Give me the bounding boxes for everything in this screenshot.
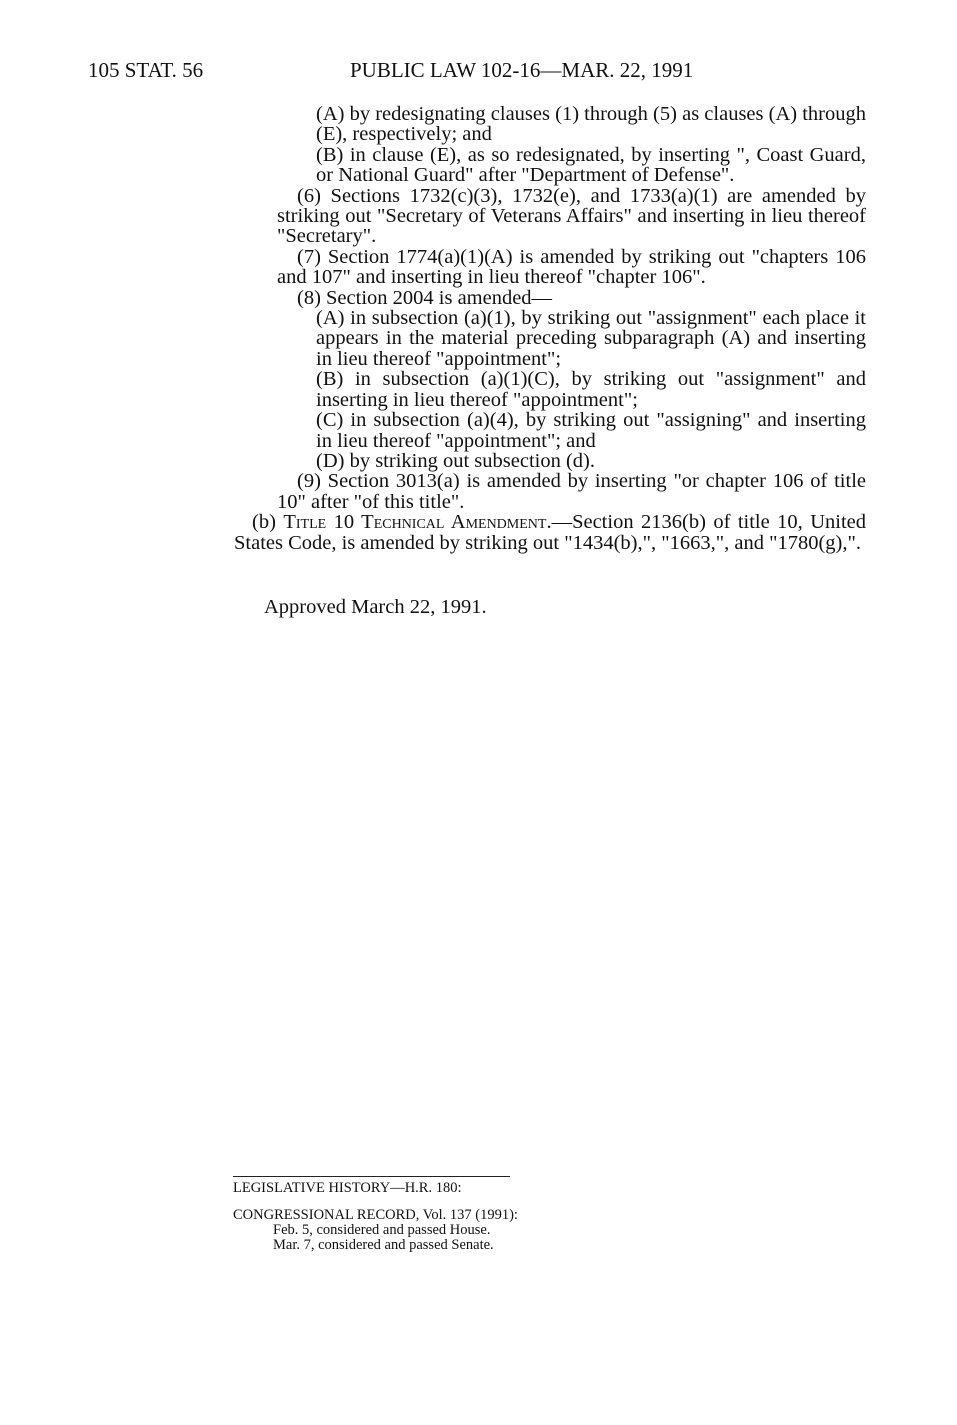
paragraph-6: (6) Sections 1732(c)(3), 1732(e), and 1733(a)(1) are amended by striking out "Secretary of Veterans Affairs" and inserting in lieu thereof "Secretary". bbox=[277, 184, 866, 248]
subparagraph-8b: (B) in subsection (a)(1)(C), by striking out "assignment" and inserting in lieu thereof "appointment"; bbox=[316, 368, 866, 411]
subparagraph-8d: (D) by striking out subsection (d). bbox=[316, 449, 595, 472]
subsection-b-label: (b) bbox=[252, 511, 284, 534]
subparagraph-8a: (A) in subsection (a)(1), by striking out "assignment" each place it appears in the material preceding subparagraph (A) and inserting in lieu thereof "appointment"; bbox=[316, 307, 866, 370]
approval-date: Approved March 22, 1991. bbox=[264, 596, 487, 618]
subsection-b-heading: Title 10 Technical Amendment. bbox=[283, 511, 552, 534]
page-header bbox=[88, 58, 861, 88]
paragraph-7: (7) Section 1774(a)(1)(A) is amended by striking out "chapters 106 and 107" and inserting in lieu thereof "chapter 106". bbox=[277, 245, 866, 289]
clause-b-insert: (B) in clause (E), as so redesignated, by inserting ", Coast Guard, or National Guard" after "Department of Defense". bbox=[316, 143, 866, 187]
subsection-b-text: —Section 2136(b) of title 10, United States Code, is amended by striking out "1434(b),", "1663,", and "1780(g),". bbox=[234, 511, 866, 554]
paragraph-9: (9) Section 3013(a) is amended by inserting "or chapter 106 of title 10" after "of this title". bbox=[277, 470, 866, 513]
congressional-record: CONGRESSIONAL RECORD, Vol. 137 (1991): bbox=[233, 1207, 518, 1223]
history-entry: Mar. 7, considered and passed Senate. bbox=[273, 1237, 494, 1253]
legislative-history bbox=[233, 1176, 518, 1253]
stat-page-number: 105 STAT. 56 bbox=[88, 58, 204, 82]
footnote-rule bbox=[233, 1176, 510, 1177]
subsection-b bbox=[234, 512, 866, 553]
public-law-title: PUBLIC LAW 102-16—MAR. 22, 1991 bbox=[350, 58, 694, 82]
clause-a-redesignate: (A) by redesignating clauses (1) through (5) as clauses (A) through (E), respectively; and bbox=[316, 103, 866, 146]
law-body-text bbox=[234, 104, 866, 553]
legislative-history-heading: LEGISLATIVE HISTORY—H.R. 180: bbox=[233, 1180, 462, 1196]
paragraph-8: (8) Section 2004 is amended— bbox=[297, 286, 553, 309]
history-entry: Feb. 5, considered and passed House. bbox=[273, 1222, 491, 1238]
subparagraph-8c: (C) in subsection (a)(4), by striking out "assigning" and inserting in lieu thereof "appointment"; and bbox=[316, 409, 866, 452]
